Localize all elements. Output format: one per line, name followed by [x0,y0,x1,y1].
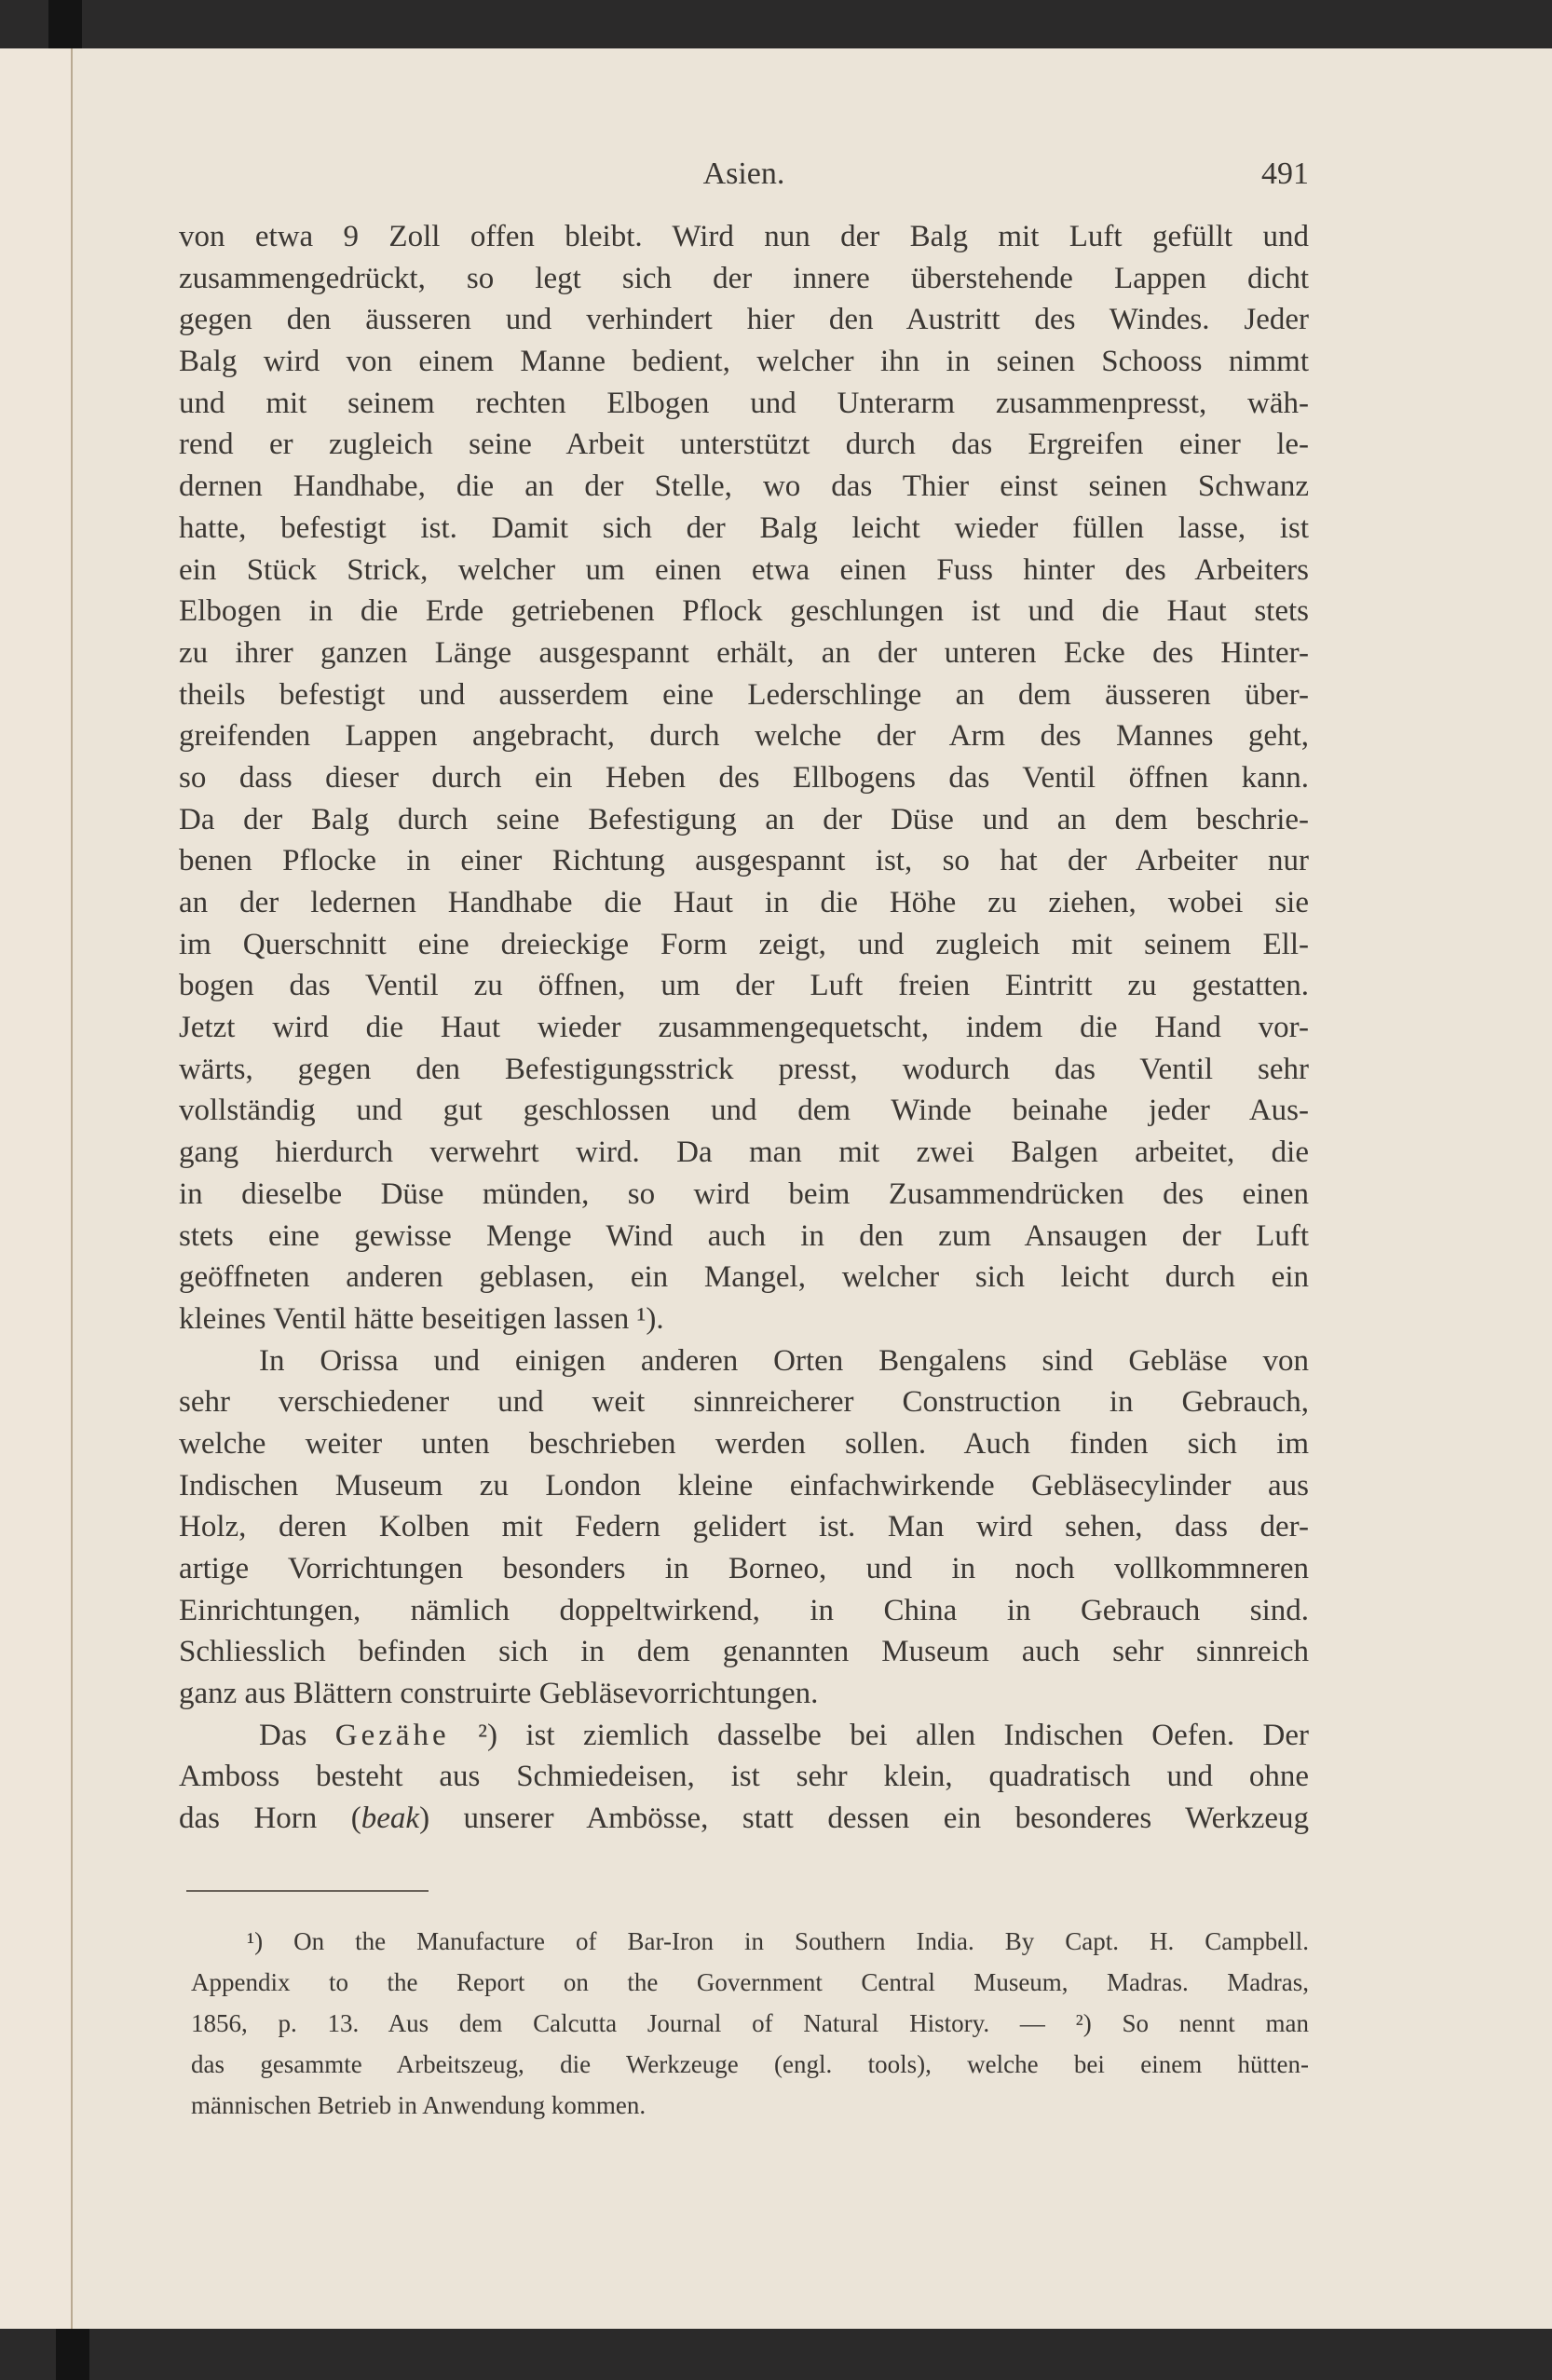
page-gutter [71,48,73,2329]
text-line: Schliesslich befinden sich in dem genannten Museum auch sehr sinnreich [179,1635,1309,1669]
adjacent-page-edge [0,48,71,2329]
text-line: gang hierdurch verwehrt wird. Da man mit zwei Balgen arbeitet, die [179,1136,1309,1170]
text-line: rend er zugleich seine Arbeit unterstützt durch das Ergreifen einer le- [179,428,1309,462]
text-line: wärts, gegen den Befestigungsstrick presst, wodurch das Ventil sehr [179,1052,1309,1086]
text-line: hatte, befestigt ist. Damit sich der Balg leicht wieder füllen lasse, ist [179,510,1309,545]
text-line: dernen Handhabe, die an der Stelle, wo das Thier einst seinen Schwanz [179,469,1309,504]
text-line: zusammengedrückt, so legt sich der innere überstehende Lappen dicht [179,261,1309,295]
text-line: ein Stück Strick, welcher um einen etwa einen Fuss hinter des Arbeiters [179,552,1309,587]
text-line: ganz aus Blättern construirte Gebläsevorrichtungen. [179,1677,819,1711]
footnote-rule [186,1890,429,1892]
footnotes [191,1921,1309,2126]
text-line: benen Pflocke in einer Richtung ausgespannt ist, so hat der Arbeiter nur [179,844,1309,878]
text-line: an der ledernen Handhabe die Haut in die Höhe zu ziehen, wobei sie [179,886,1309,919]
emphasized-word: beak [361,1802,420,1836]
footnote-line: ¹) On the Manufacture of Bar-Iron in Southern India. By Capt. H. Campbell. [247,1927,1309,1955]
text-line: im Querschnitt eine dreieckige Form zeigt, und zugleich mit seinem Ell- [179,927,1309,961]
text-line: artige Vorrichtungen besonders in Borneo, und in noch vollkommneren [179,1552,1309,1585]
footnote-line: Appendix to the Report on the Government Central Museum, Madras. Madras, [191,1968,1309,1996]
body-text [179,216,1309,1840]
text-line: theils befestigt und ausserdem eine Lederschlinge an dem äusseren über- [179,677,1309,712]
footnote-line: 1856, p. 13. Aus dem Calcutta Journal of Natural History. — ²) So nennt man [191,2009,1309,2037]
footnote-line: männischen Betrieb in Anwendung kommen. [191,2091,647,2119]
text-line: zu ihrer ganzen Länge ausgespannt erhält, an der unteren Ecke des Hinter- [179,635,1309,670]
running-title: Asien. [702,156,785,191]
emphasized-word: Gezähe [334,1718,450,1752]
text-line: das Horn (beak) unserer Ambösse, statt dessen ein besonderes Werkzeug [179,1802,1309,1836]
text-line: Amboss besteht aus Schmiedeisen, ist sehr klein, quadratisch und ohne [179,1760,1309,1794]
text-line: bogen das Ventil zu öffnen, um der Luft freien Eintritt zu gestatten. [179,969,1309,1003]
text-line: Indischen Museum zu London kleine einfachwirkende Gebläsecylinder aus [179,1468,1309,1503]
text-line: Einrichtungen, nämlich doppeltwirkend, in China in Gebrauch sind. [179,1593,1309,1627]
scan-border-top [0,0,1552,48]
text-line: greifenden Lappen angebracht, durch welche der Arm des Mannes geht, [179,719,1309,754]
text-line: In Orissa und einigen anderen Orten Bengalens sind Gebläse von [259,1343,1309,1378]
text-line: stets eine gewisse Menge Wind auch in den zum Ansaugen der Luft [179,1218,1309,1253]
text-line: kleines Ventil hätte beseitigen lassen ¹). [179,1301,664,1336]
text-line: in dieselbe Düse münden, so wird beim Zusammendrücken des einen [179,1176,1309,1211]
text-line: gegen den äusseren und verhindert hier den Austritt des Windes. Jeder [179,303,1309,337]
text-line: und mit seinem rechten Elbogen und Unterarm zusammenpresst, wäh- [179,386,1309,420]
text-line: so dass dieser durch ein Heben des Ellbogens das Ventil öffnen kann. [179,760,1309,795]
scan-border-bottom [0,2329,1552,2380]
text-line: Elbogen in die Erde getriebenen Pflock geschlungen ist und die Haut stets [179,594,1309,629]
text-line: Da der Balg durch seine Befestigung an der Düse und an dem beschrie- [179,802,1309,836]
text-line: Balg wird von einem Manne bedient, welcher ihn in seinen Schooss nimmt [179,345,1309,379]
text-line: sehr verschiedener und weit sinnreicherer Construction in Gebrauch, [179,1385,1309,1420]
book-spine-top [48,0,82,48]
text-line: geöffneten anderen geblasen, ein Mangel, welcher sich leicht durch ein [179,1260,1309,1295]
text-line: Holz, deren Kolben mit Federn gelidert ist. Man wird sehen, dass der- [179,1510,1309,1544]
text-line: Jetzt wird die Haut wieder zusammengequetscht, indem die Hand vor- [179,1011,1309,1045]
book-spine-bottom [56,2329,89,2380]
text-line: von etwa 9 Zoll offen bleibt. Wird nun der Balg mit Luft gefüllt und [179,220,1309,253]
text-line: Das Gezähe ²) ist ziemlich dasselbe bei allen Indischen Oefen. Der [259,1718,1309,1752]
text-line: vollständig und gut geschlossen und dem Winde beinahe jeder Aus- [179,1094,1309,1128]
footnote-line: das gesammte Arbeitszeug, die Werkzeuge (engl. tools), welche bei einem hütten- [191,2050,1309,2078]
running-header [179,156,1309,197]
page-number: 491 [1261,156,1309,191]
text-line: welche weiter unten beschrieben werden sollen. Auch finden sich im [179,1426,1309,1461]
